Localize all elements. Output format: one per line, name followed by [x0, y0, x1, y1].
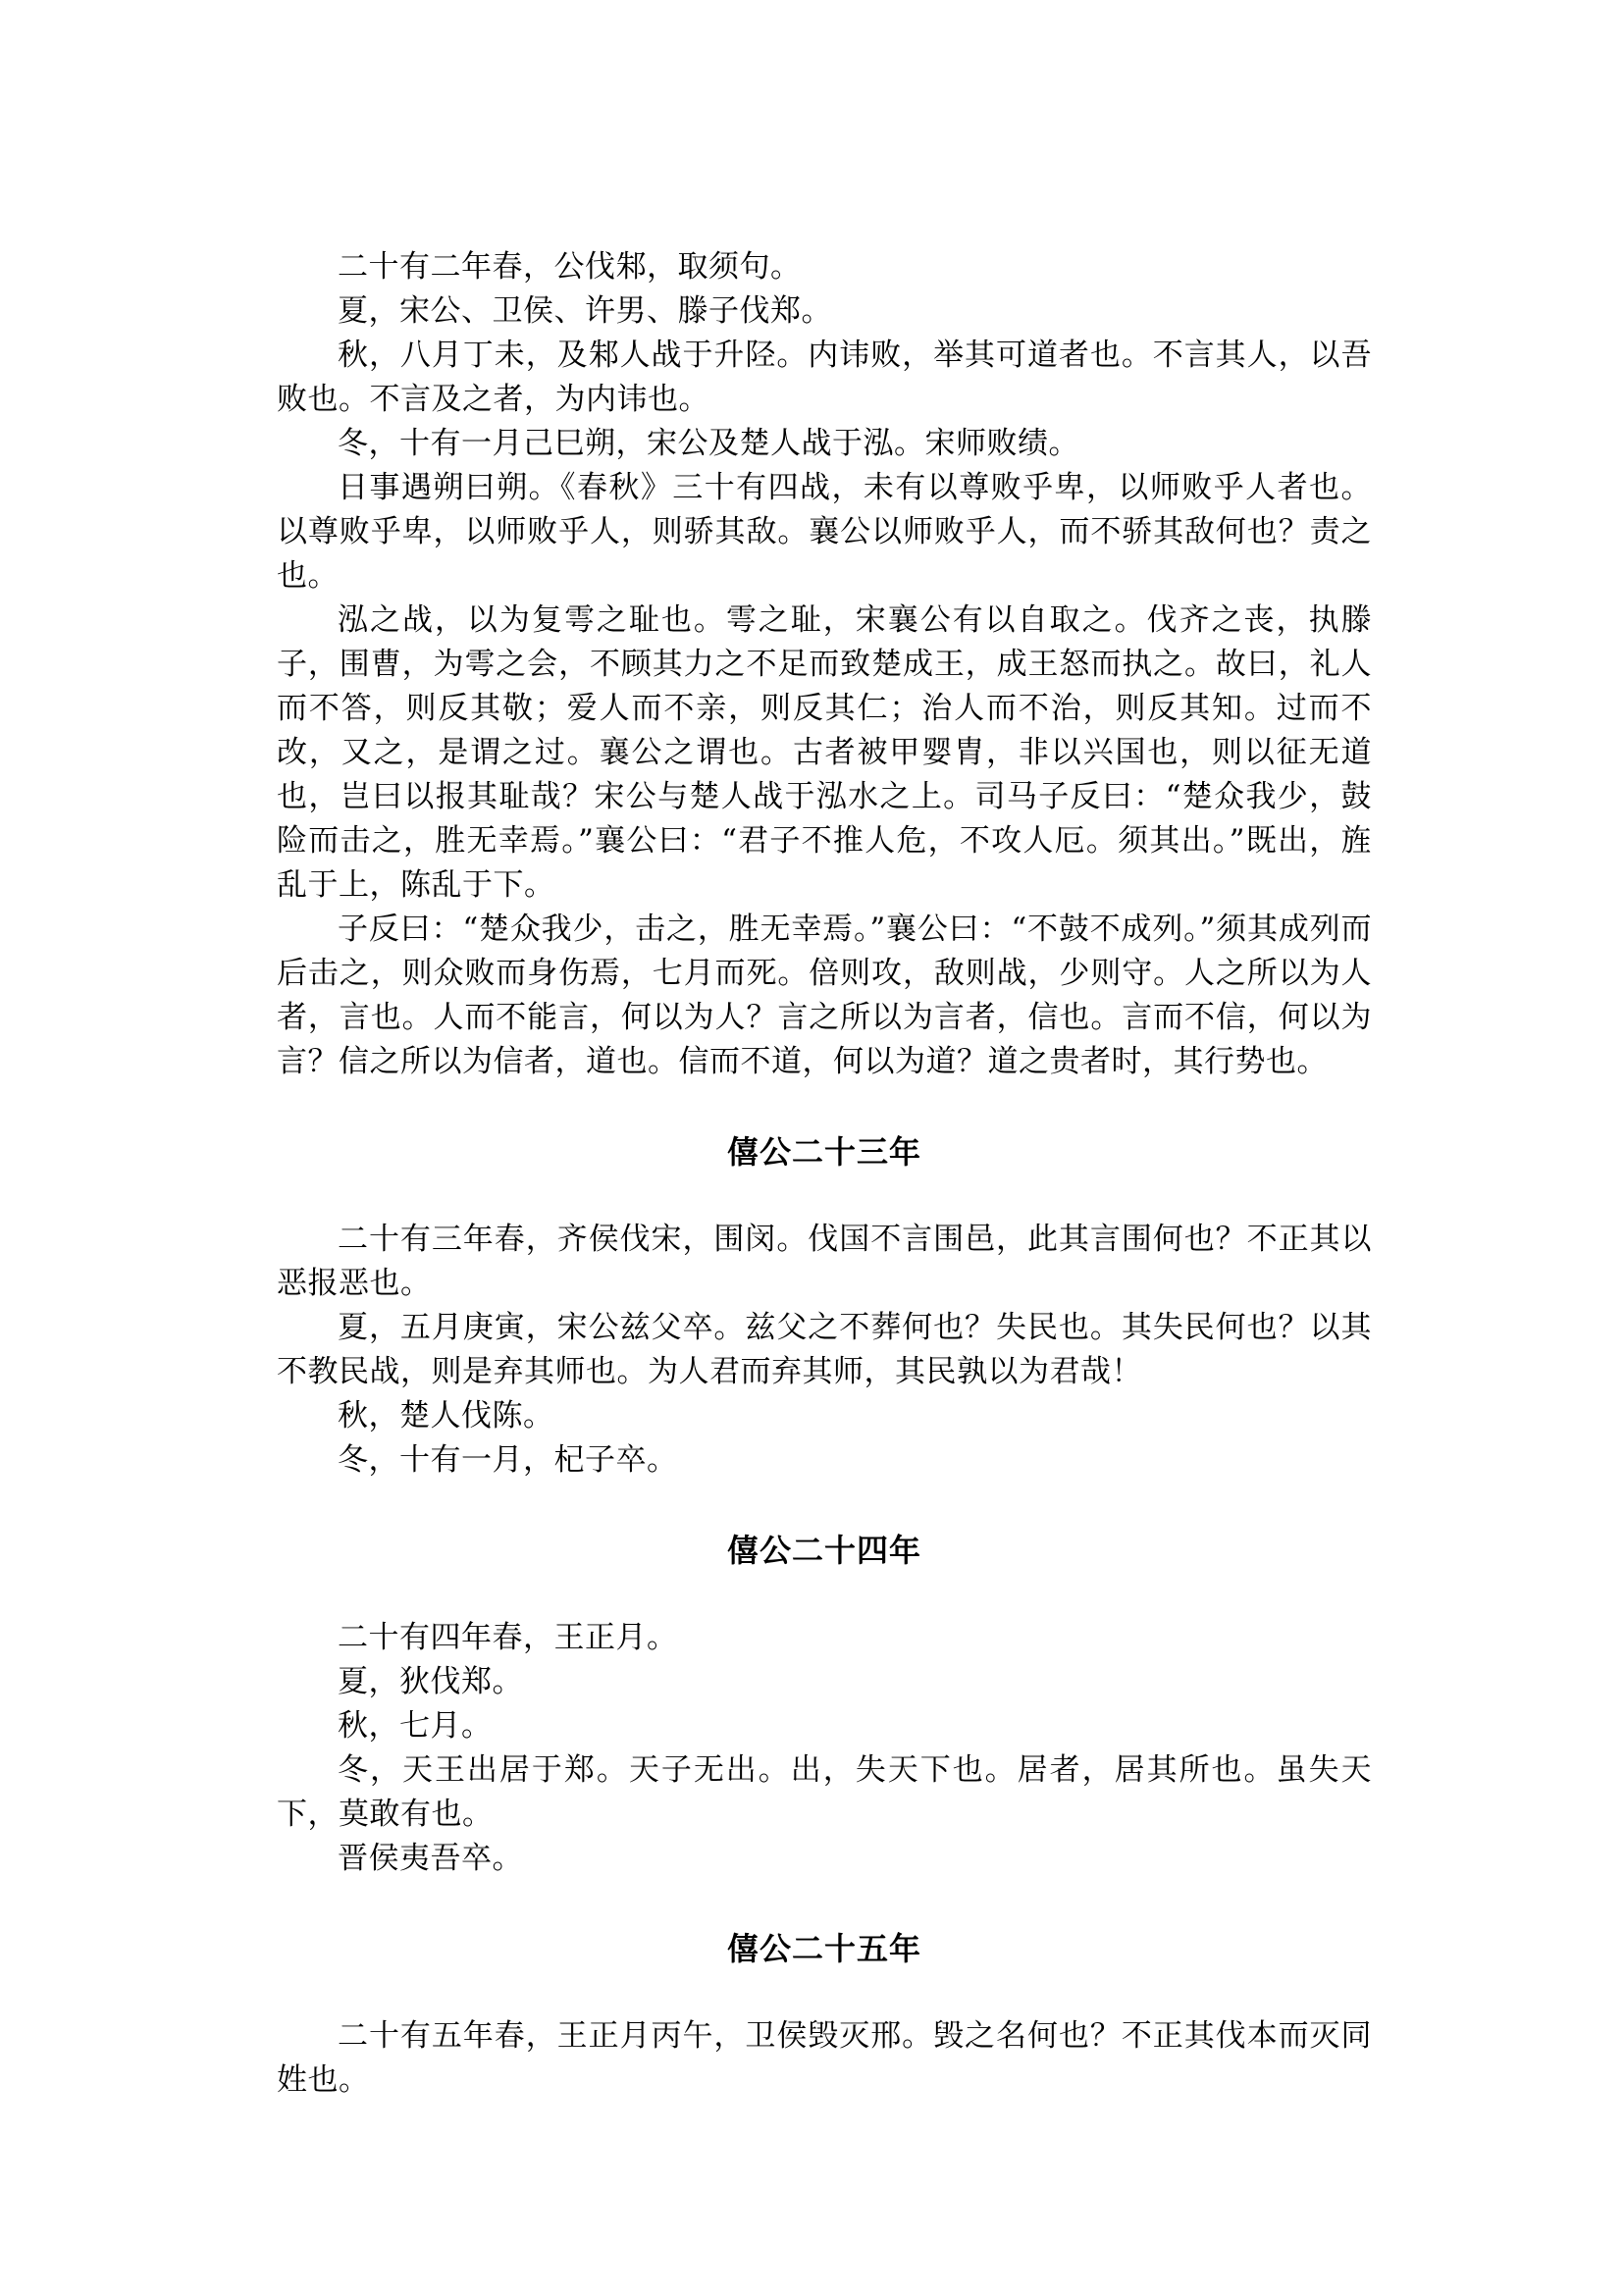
paragraph: 二十有五年春，王正月丙午，卫侯毁灭邢。毁之名何也？不正其伐本而灭同姓也。 — [277, 2018, 1372, 2098]
paragraph: 秋，八月丁未，及邾人战于升陉。内讳败，举其可道者也。不言其人，以吾败也。不言及之者，为内讳也。 — [277, 338, 1372, 417]
paragraph: 冬，十有一月，杞子卒。 — [338, 1442, 678, 1478]
paragraph: 二十有四年春，王正月。 — [338, 1620, 678, 1655]
paragraph: 子反曰：“楚众我少，击之，胜无幸焉。”襄公曰：“不鼓不成列。”须其成列而后击之，则众败而身伤焉，七月而死。倍则攻，敌则战，少则守。人之所以为人者，言也。人而不能言，何以为人？言之所以为言者，信也。言而不信，何以为言？信之所以为信者，道也。信而不道，何以为道？道之贵者时，其行势也。 — [277, 912, 1372, 1079]
paragraph: 夏，五月庚寅，宋公兹父卒。兹父之不葬何也？失民也。其失民何也？以其不教民战，则是弃其师也。为人君而弃其师，其民孰以为君哉！ — [277, 1310, 1372, 1389]
section-23 — [277, 1218, 1372, 1483]
section-heading-23: 僖公二十三年 — [726, 1133, 921, 1171]
paragraph: 夏，狄伐郑。 — [338, 1664, 523, 1699]
paragraph: 晋侯夷吾卒。 — [338, 1841, 523, 1876]
section-22 — [277, 245, 1372, 1084]
paragraph: 二十有二年春，公伐邾，取须句。 — [338, 249, 802, 285]
paragraph: 二十有三年春，齐侯伐宋，围闵。伐国不言围邑，此其言围何也？不正其以恶报恶也。 — [277, 1222, 1372, 1301]
paragraph: 秋，楚人伐陈。 — [338, 1398, 554, 1434]
paragraph: 夏，宋公、卫侯、许男、滕子伐郑。 — [338, 293, 832, 329]
paragraph: 冬，天王出居于郑。天子无出。出，失天下也。居者，居其所也。虽失天下，莫敢有也。 — [277, 1752, 1372, 1832]
section-25 — [277, 2014, 1372, 2103]
section-heading-25: 僖公二十五年 — [726, 1930, 921, 1967]
paragraph: 日事遇朔曰朔。《春秋》三十有四战，未有以尊败乎卑，以师败乎人者也。以尊败乎卑，以师败乎人，则骄其敌。襄公以师败乎人，而不骄其敌何也？责之也。 — [277, 470, 1372, 594]
paragraph: 冬，十有一月己巳朔，宋公及楚人战于泓。宋师败绩。 — [338, 426, 1079, 461]
document-page — [277, 245, 1372, 2103]
section-heading-24: 僖公二十四年 — [726, 1532, 921, 1569]
paragraph: 泓之战，以为复雩之耻也。雩之耻，宋襄公有以自取之。伐齐之丧，执滕子，围曹，为雩之会，不顾其力之不足而致楚成王，成王怒而执之。故曰，礼人而不答，则反其敬；爱人而不亲，则反其仁；治人而不治，则反其知。过而不改，又之，是谓之过。襄公之谓也。古者被甲婴胄，非以兴国也，则以征无道也，岂曰以报其耻哉？宋公与楚人战于泓水之上。司马子反曰：“楚众我少，鼓险而击之，胜无幸焉。”襄公曰：“君子不推人危，不攻人厄。须其出。”既出，旌乱于上，陈乱于下。 — [277, 602, 1372, 903]
section-24 — [277, 1616, 1372, 1881]
paragraph: 秋，七月。 — [338, 1708, 493, 1744]
